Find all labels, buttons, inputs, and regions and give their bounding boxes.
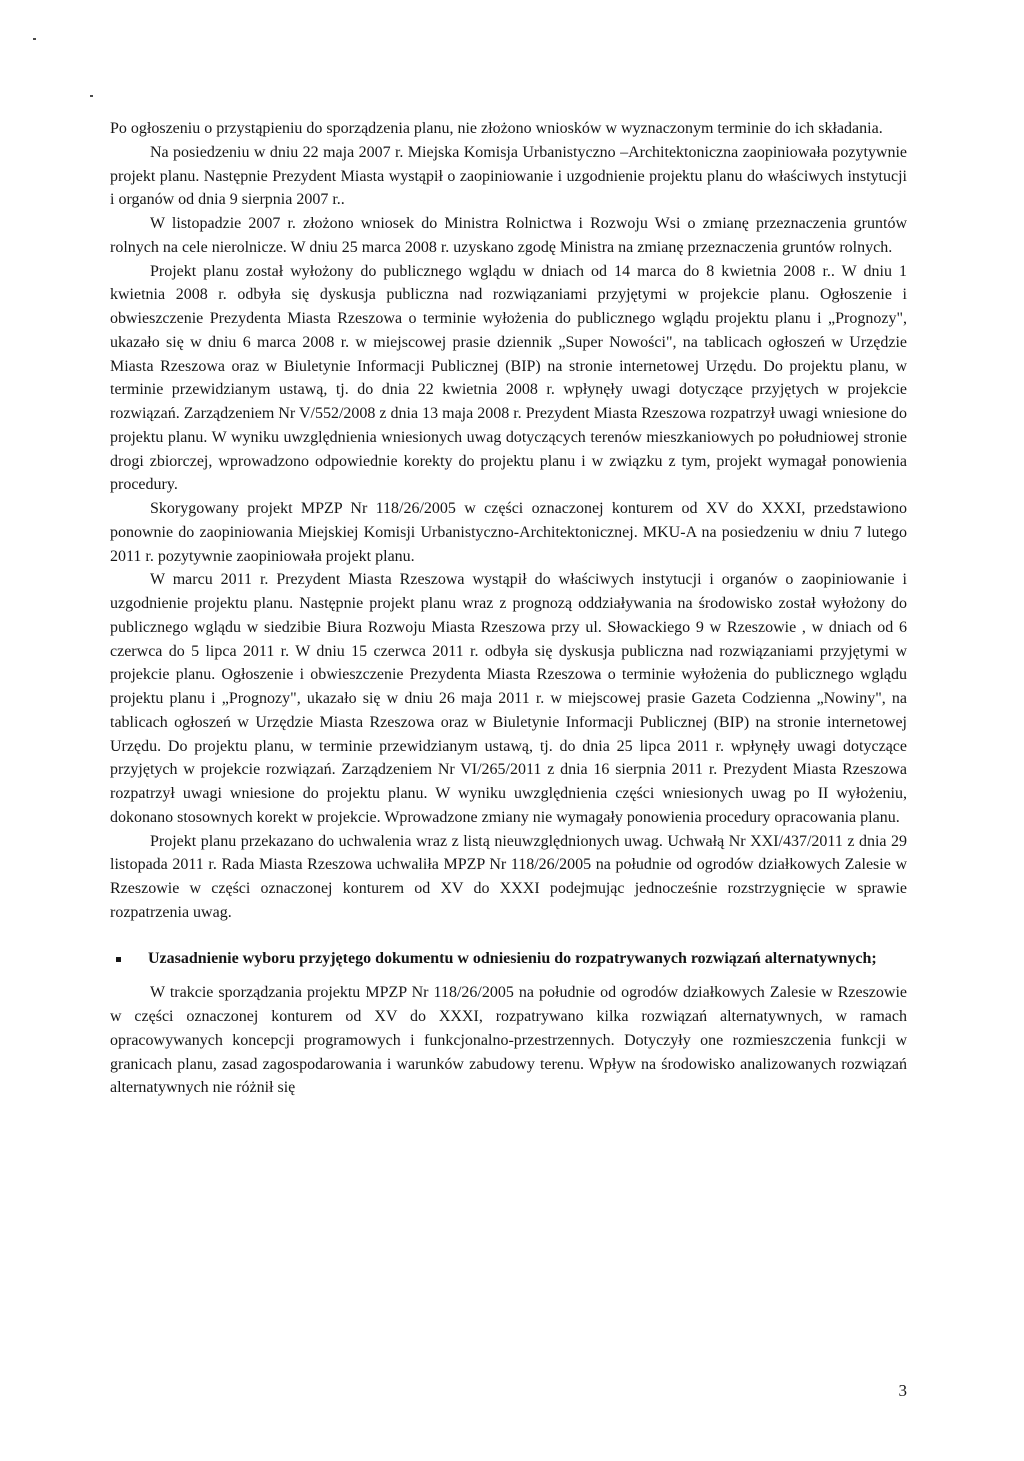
page-number: 3 bbox=[898, 1381, 907, 1400]
section-heading bbox=[110, 947, 907, 971]
paragraph-2: Na posiedzeniu w dniu 22 maja 2007 r. Miejska Komisja Urbanistyczno –Architektoniczna zaopiniowała pozytywnie projekt planu. Następnie Prezydent Miasta wystąpił o zaopiniowanie i uzgodnienie projektu planu do właściwych instytucji i organów od dnia 9 sierpnia 2007 r.. bbox=[110, 143, 907, 209]
paragraph-3: W listopadzie 2007 r. złożono wniosek do Ministra Rolnictwa i Rozwoju Wsi o zmianę przeznaczenia gruntów rolnych na cele nierolnicze. W dniu 25 marca 2008 r. uzyskano zgodę Ministra na zmianę przeznaczenia gruntów rolnych. bbox=[110, 215, 907, 256]
paragraph-5: Skorygowany projekt MPZP Nr 118/26/2005 w części oznaczonej konturem od XV do XXXI, przedstawiono ponownie do zaopiniowania Miejskiej Komisji Urbanistyczno-Architektonicznej. MKU-A na posiedzeniu w dniu 7 lutego 2011 r. pozytywnie zaopiniowała projekt planu. bbox=[110, 500, 907, 565]
document-page bbox=[110, 117, 907, 1100]
bullet-icon bbox=[116, 957, 121, 962]
paragraph-final: W trakcie sporządzania projektu MPZP Nr 118/26/2005 na południe od ogrodów działkowych Zalesie w Rzeszowie w części oznaczonej konturem od XV do XXXI, rozpatrywano kilka rozwiązań alternatywnych, w ramach opracowywanych koncepcji programowych i funkcjonalno-przestrzennych. Dotyczyły one rozmieszczenia funkcji w granicach planu, zasad zagospodarowania i warunków zabudowy terenu. Wpływ na środowisko analizowanych rozwiązań alternatywnych nie różnił się bbox=[110, 984, 907, 1097]
paragraph-1: Po ogłoszeniu o przystąpieniu do sporządzenia planu, nie złożono wniosków w wyznaczonym terminie do ich składania. bbox=[110, 120, 883, 137]
paragraph-4: Projekt planu został wyłożony do publicznego wglądu w dniach od 14 marca do 8 kwietnia 2008 r.. W dniu 1 kwietnia 2008 r. odbyła się dyskusja publiczna nad rozwiązaniami przyjętymi w projekcie planu. Ogłoszenie i obwieszczenie Prezydenta Miasta Rzeszowa o terminie wyłożenia do publicznego wglądu projektu planu i „Prognozy", ukazało się w dniu 6 marca 2008 r. w miejscowej prasie dziennik „Super Nowości", na tablicach ogłoszeń w Urzędzie Miasta Rzeszowa oraz w Biuletynie Informacji Publicznej (BIP) na stronie internetowej Urzędu. Do projektu planu, w terminie przewidzianym ustawą, tj. do dnia 22 kwietnia 2008 r. wpłynęły uwagi dotyczące przyjętych w projekcie rozwiązań. Zarządzeniem Nr V/552/2008 z dnia 13 maja 2008 r. Prezydent Miasta Rzeszowa rozpatrzył uwagi wniesione do projektu planu. W wyniku uwzględnienia wniesionych uwag dotyczących terenów mieszkaniowych po południowej stronie drogi zbiorczej, wprowadzono odpowiednie korekty do projektu planu i w związku z tym, projekt wymagał ponowienia procedury. bbox=[110, 262, 907, 494]
paragraph-7: Projekt planu przekazano do uchwalenia wraz z listą nieuwzględnionych uwag. Uchwałą Nr XXI/437/2011 z dnia 29 listopada 2011 r. Rada Miasta Rzeszowa uchwaliła MPZP Nr 118/26/2005 na południe od ogrodów działkowych Zalesie w Rzeszowie w części oznaczonej konturem od XV do XXXI podejmując jednocześnie rozstrzygnięcie w sprawie rozpatrzenia uwag. bbox=[110, 832, 907, 921]
section-heading-text: Uzasadnienie wyboru przyjętego dokumentu w odniesieniu do rozpatrywanych rozwiązań alternatywnych; bbox=[148, 949, 877, 967]
scan-artifact-top bbox=[33, 38, 36, 40]
paragraph-6: W marcu 2011 r. Prezydent Miasta Rzeszowa wystąpił do właściwych instytucji i organów o zaopiniowanie i uzgodnienie projektu planu. Następnie projekt planu wraz z prognozą oddziaływania na środowisko został wyłożony do publicznego wglądu w siedzibie Biura Rozwoju Miasta Rzeszowa przy ul. Słowackiego 9 w Rzeszowie , w dniach od 6 czerwca do 5 lipca 2011 r. W dniu 15 czerwca 2011 r. odbyła się dyskusja publiczna nad rozwiązaniami przyjętymi w projekcie planu. Ogłoszenie i obwieszczenie Prezydenta Miasta Rzeszowa o terminie wyłożenia do publicznego wglądu projektu planu i „Prognozy", ukazało się w dniu 26 maja 2011 r. w miejscowej prasie Gazeta Codzienna „Nowiny", na tablicach ogłoszeń w Urzędzie Miasta Rzeszowa oraz w Biuletynie Informacji Publicznej (BIP) na stronie internetowej Urzędu. Do projektu planu, w terminie przewidzianym ustawą, tj. do dnia 25 lipca 2011 r. wpłynęły uwagi dotyczące przyjętych w projekcie rozwiązań. Zarządzeniem Nr VI/265/2011 z dnia 16 sierpnia 2011 r. Prezydent Miasta Rzeszowa rozpatrzył uwagi wniesione do projektu planu. W wyniku uwzględnienia części wniesionych uwag po II wyłożeniu, dokonano stosownych korekt w projekcie. Wprowadzone zmiany nie wymagały ponowienia procedury opracowania planu. bbox=[110, 571, 907, 826]
scan-artifact-left bbox=[90, 95, 93, 97]
